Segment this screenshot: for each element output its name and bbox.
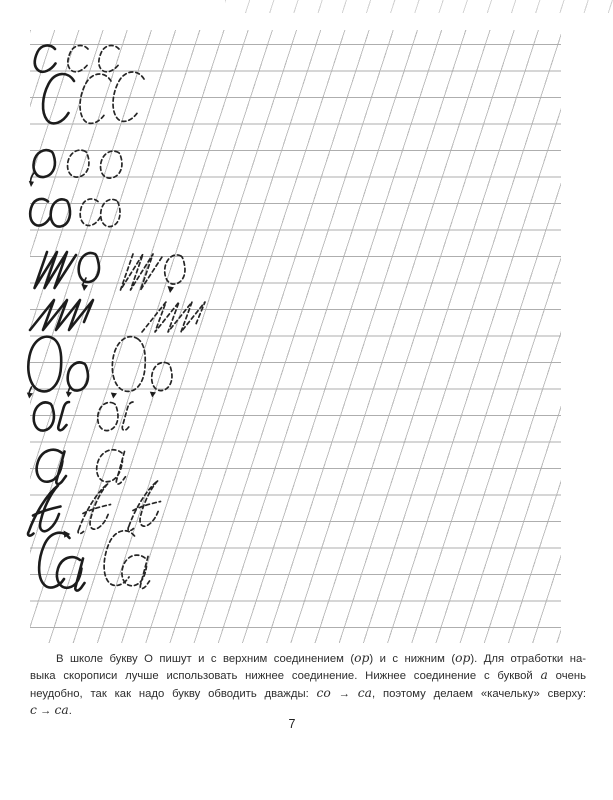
- direction-arrow: [66, 392, 72, 398]
- zigzag-traced: [142, 302, 205, 332]
- cursive-example-or-upper: ор: [354, 651, 370, 665]
- row-6-zigzag-strokes: [30, 300, 205, 332]
- syllable-capital-sa-traced: [104, 531, 149, 589]
- direction-arrow: [150, 392, 156, 398]
- letter-o-traced-1: [68, 150, 89, 177]
- letter-capital-a-traced-1: [78, 484, 110, 534]
- caption-text: неудобно, так как надо букву обводить дважды:: [30, 687, 317, 700]
- direction-arrow: [168, 286, 175, 293]
- zigzag-solid: [30, 300, 93, 330]
- syllable-sho-solid: [35, 252, 99, 288]
- row-10-capital-a: [28, 481, 160, 536]
- oi-connection-traced: [98, 402, 133, 431]
- letter-s-traced-1: [68, 46, 89, 72]
- cursive-example-s: с: [30, 703, 37, 718]
- syllable-so-solid: [30, 199, 70, 227]
- arrow-glyph: →: [36, 705, 55, 718]
- letter-capital-a-traced-2: [128, 481, 160, 531]
- cursive-example-so: со: [316, 685, 331, 700]
- direction-arrow: [29, 181, 34, 187]
- cursive-example-sa: са: [54, 703, 69, 718]
- caption-text: ). Для отработки на-: [470, 653, 586, 665]
- row-2-capital-s: [43, 72, 144, 123]
- letter-a-solid: [37, 450, 66, 484]
- paragraph-line-1: [30, 650, 586, 667]
- letter-o-traced-2: [101, 151, 122, 178]
- letter-s-traced-2: [99, 46, 120, 72]
- cursive-example-sa: са: [357, 685, 373, 700]
- explanatory-paragraph: [30, 650, 586, 720]
- row-3-lowercase-o: [29, 150, 122, 187]
- letter-capital-a-solid: [28, 486, 60, 536]
- letter-capital-s-solid: [43, 74, 74, 123]
- row-9-lowercase-a: [37, 450, 126, 484]
- row-5-syllable-sho: [35, 252, 185, 293]
- caption-text: В школе букву О пишут и с верхним соединением (: [56, 653, 355, 665]
- letters-Oo-solid: [28, 337, 88, 392]
- row-7-capital-and-lowercase-o: [27, 337, 172, 399]
- caption-text: , поэтому делаем «качельку» сверху:: [372, 687, 586, 700]
- direction-arrow: [82, 284, 89, 291]
- letter-o-solid: [34, 150, 55, 177]
- caption-text: .: [68, 705, 72, 718]
- letter-capital-s-traced-1: [80, 74, 111, 123]
- cursive-example-a: а: [540, 668, 548, 683]
- syllable-sho-traced: [121, 254, 185, 290]
- oi-connection-solid: [34, 402, 69, 431]
- caption-text: ) и с нижним (: [369, 653, 456, 665]
- letters-Oo-traced: [112, 337, 172, 392]
- row-8-oi-connection: [34, 402, 133, 431]
- cursive-example-or-lower: ор: [455, 651, 471, 665]
- row-4-syllable-so: [30, 199, 120, 227]
- caption-text: выка скорописи лучше использовать нижнее соединение. Нижнее соединение с буквой: [30, 670, 541, 683]
- paragraph-line-3: [30, 685, 586, 702]
- syllable-so-traced: [80, 199, 120, 227]
- arrow-glyph: →: [330, 687, 358, 700]
- row-1-lowercase-s: [35, 46, 120, 72]
- direction-arrow: [111, 393, 117, 399]
- caption-text: очень: [547, 670, 586, 683]
- letter-a-traced: [97, 450, 126, 484]
- paragraph-line-2: [30, 667, 586, 684]
- row-11-syllable-sa: [39, 531, 149, 591]
- direction-arrow: [27, 393, 33, 399]
- page-number: 7: [288, 717, 296, 731]
- syllable-capital-sa-solid: [39, 533, 84, 591]
- letter-capital-s-traced-2: [113, 72, 144, 121]
- letter-s-solid: [35, 46, 56, 72]
